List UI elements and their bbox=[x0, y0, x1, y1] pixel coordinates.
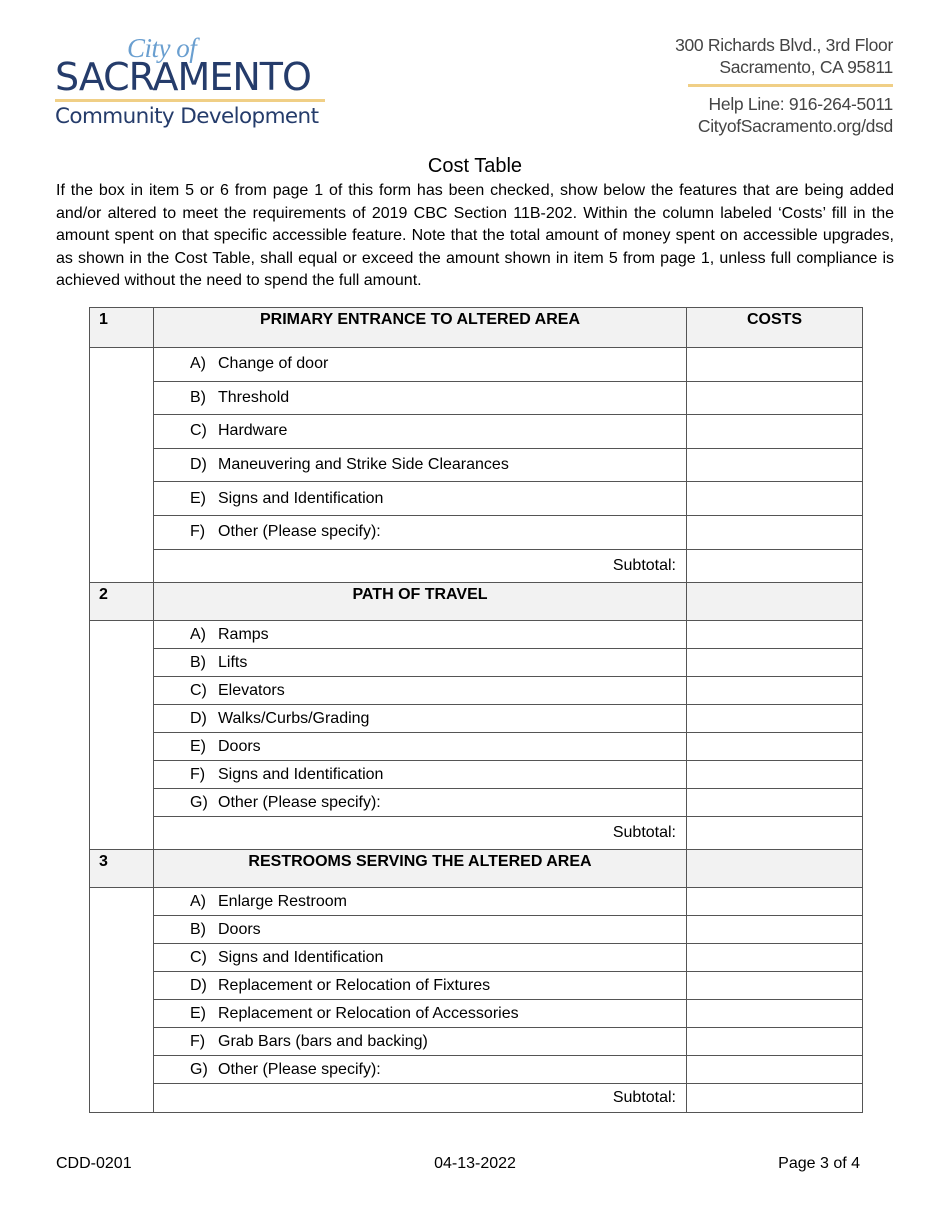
item-text: Replacement or Relocation of Accessories bbox=[218, 1004, 519, 1022]
logo-city-of: City of bbox=[127, 33, 197, 63]
subtotal-label: Subtotal: bbox=[154, 1084, 687, 1113]
item-letter: D) bbox=[190, 709, 207, 727]
logo-city-name: SACRAMENTO bbox=[55, 55, 311, 99]
subtotal-label: Subtotal: bbox=[154, 549, 687, 583]
item-text: Maneuvering and Strike Side Clearances bbox=[218, 456, 509, 474]
cost-input-cell[interactable] bbox=[687, 972, 863, 1000]
item-label bbox=[154, 1056, 687, 1084]
item-letter: E) bbox=[190, 1004, 206, 1022]
section-number: 3 bbox=[90, 850, 154, 888]
item-text: Hardware bbox=[218, 422, 288, 440]
page-title: Cost Table bbox=[427, 155, 523, 177]
item-label bbox=[154, 415, 687, 449]
item-row bbox=[90, 705, 863, 733]
item-label bbox=[154, 944, 687, 972]
cost-input-cell[interactable] bbox=[687, 761, 863, 789]
form-date: 04-13-2022 bbox=[434, 1155, 516, 1172]
item-letter: D) bbox=[190, 456, 207, 474]
contact-divider bbox=[688, 84, 893, 87]
subtotal-row bbox=[90, 817, 863, 850]
item-label bbox=[154, 789, 687, 817]
item-text: Doors bbox=[218, 737, 261, 755]
item-text: Threshold bbox=[218, 388, 290, 406]
item-row bbox=[90, 916, 863, 944]
item-row bbox=[90, 789, 863, 817]
item-letter: B) bbox=[190, 920, 206, 938]
item-label bbox=[154, 381, 687, 415]
section-header-row bbox=[90, 308, 863, 348]
item-letter: C) bbox=[190, 948, 207, 966]
item-row bbox=[90, 1000, 863, 1028]
cost-input-cell[interactable] bbox=[687, 789, 863, 817]
item-text: Signs and Identification bbox=[218, 948, 384, 966]
item-letter: A) bbox=[190, 355, 206, 373]
item-letter: C) bbox=[190, 681, 207, 699]
item-text: Enlarge Restroom bbox=[218, 892, 347, 910]
page-number: Page 3 of 4 bbox=[778, 1155, 860, 1172]
item-text: Other (Please specify): bbox=[218, 793, 381, 811]
cost-input-cell[interactable] bbox=[687, 448, 863, 482]
subtotal-input-cell[interactable] bbox=[687, 549, 863, 583]
item-row bbox=[90, 482, 863, 516]
item-letter: G) bbox=[190, 793, 208, 811]
item-row bbox=[90, 621, 863, 649]
item-text: Signs and Identification bbox=[218, 489, 384, 507]
item-row bbox=[90, 381, 863, 415]
item-text: Grab Bars (bars and backing) bbox=[218, 1032, 428, 1050]
item-label bbox=[154, 916, 687, 944]
item-label bbox=[154, 677, 687, 705]
cost-input-cell[interactable] bbox=[687, 944, 863, 972]
item-letter: F) bbox=[190, 765, 206, 783]
item-label bbox=[154, 515, 687, 549]
item-row bbox=[90, 972, 863, 1000]
cost-input-cell[interactable] bbox=[687, 649, 863, 677]
section-header-row bbox=[90, 583, 863, 621]
cost-input-cell[interactable] bbox=[687, 1028, 863, 1056]
item-label bbox=[154, 348, 687, 382]
costs-header bbox=[687, 583, 863, 621]
cost-table bbox=[89, 307, 863, 1113]
item-row bbox=[90, 1056, 863, 1084]
item-text: Change of door bbox=[218, 355, 329, 373]
cost-input-cell[interactable] bbox=[687, 677, 863, 705]
cost-input-cell[interactable] bbox=[687, 515, 863, 549]
section-number: 1 bbox=[90, 308, 154, 348]
item-letter: F) bbox=[190, 523, 206, 541]
cost-input-cell[interactable] bbox=[687, 415, 863, 449]
item-letter: C) bbox=[190, 422, 207, 440]
subtotal-input-cell[interactable] bbox=[687, 1084, 863, 1113]
item-letter: E) bbox=[190, 489, 206, 507]
item-text: Doors bbox=[218, 920, 261, 938]
item-text: Ramps bbox=[218, 625, 269, 643]
item-letter: A) bbox=[190, 892, 206, 910]
item-row bbox=[90, 733, 863, 761]
subtotal-label: Subtotal: bbox=[154, 817, 687, 850]
section-number-spacer bbox=[90, 888, 154, 1113]
item-letter: D) bbox=[190, 976, 207, 994]
item-letter: F) bbox=[190, 1032, 206, 1050]
address-line2: Sacramento, CA 95811 bbox=[719, 57, 893, 77]
item-row bbox=[90, 415, 863, 449]
item-letter: E) bbox=[190, 737, 206, 755]
address-line1: 300 Richards Blvd., 3rd Floor bbox=[675, 35, 893, 55]
item-label bbox=[154, 448, 687, 482]
cost-input-cell[interactable] bbox=[687, 621, 863, 649]
costs-header: COSTS bbox=[687, 308, 863, 348]
contact-block bbox=[675, 34, 893, 137]
item-row bbox=[90, 888, 863, 916]
cost-input-cell[interactable] bbox=[687, 705, 863, 733]
item-label bbox=[154, 888, 687, 916]
item-label bbox=[154, 733, 687, 761]
cost-input-cell[interactable] bbox=[687, 1000, 863, 1028]
item-text: Replacement or Relocation of Fixtures bbox=[218, 976, 491, 994]
section-header-row bbox=[90, 850, 863, 888]
cost-input-cell[interactable] bbox=[687, 1056, 863, 1084]
subtotal-row bbox=[90, 549, 863, 583]
item-text: Lifts bbox=[218, 653, 248, 671]
item-text: Signs and Identification bbox=[218, 765, 384, 783]
section-title: RESTROOMS SERVING THE ALTERED AREA bbox=[154, 850, 687, 888]
subtotal-input-cell[interactable] bbox=[687, 817, 863, 850]
item-row bbox=[90, 761, 863, 789]
item-text: Other (Please specify): bbox=[218, 1060, 381, 1078]
help-line: Help Line: 916-264-5011 bbox=[708, 94, 893, 114]
item-letter: G) bbox=[190, 1060, 208, 1078]
subtotal-row bbox=[90, 1084, 863, 1113]
item-row bbox=[90, 1028, 863, 1056]
item-letter: A) bbox=[190, 625, 206, 643]
item-text: Other (Please specify): bbox=[218, 523, 381, 541]
item-row bbox=[90, 677, 863, 705]
item-label bbox=[154, 972, 687, 1000]
item-label bbox=[154, 1028, 687, 1056]
cost-input-cell[interactable] bbox=[687, 733, 863, 761]
form-id: CDD-0201 bbox=[56, 1155, 132, 1172]
item-text: Elevators bbox=[218, 681, 285, 699]
logo-divider bbox=[55, 99, 325, 102]
item-label bbox=[154, 649, 687, 677]
item-text: Walks/Curbs/Grading bbox=[218, 709, 370, 727]
cost-input-cell[interactable] bbox=[687, 916, 863, 944]
item-label bbox=[154, 761, 687, 789]
website: CityofSacramento.org/dsd bbox=[697, 116, 893, 136]
item-letter: B) bbox=[190, 388, 206, 406]
section-number-spacer bbox=[90, 621, 154, 850]
section-number: 2 bbox=[90, 583, 154, 621]
cost-input-cell[interactable] bbox=[687, 482, 863, 516]
cost-input-cell[interactable] bbox=[687, 348, 863, 382]
section-number-spacer bbox=[90, 348, 154, 583]
item-label bbox=[154, 482, 687, 516]
cost-input-cell[interactable] bbox=[687, 381, 863, 415]
item-label bbox=[154, 621, 687, 649]
section-title: PATH OF TRAVEL bbox=[154, 583, 687, 621]
section-title: PRIMARY ENTRANCE TO ALTERED AREA bbox=[154, 308, 687, 348]
item-row bbox=[90, 348, 863, 382]
cost-input-cell[interactable] bbox=[687, 888, 863, 916]
item-label bbox=[154, 1000, 687, 1028]
item-label bbox=[154, 705, 687, 733]
item-letter: B) bbox=[190, 653, 206, 671]
logo-department: Community Development bbox=[55, 104, 319, 129]
costs-header bbox=[687, 850, 863, 888]
intro-paragraph: If the box in item 5 or 6 from page 1 of this form has been checked, show below the features that are being added and/or altered to meet the requirements of 2019 CBC Section 11B-202. Within the column labeled ‘Costs’ fill in the amount spent on that specific accessible feature. Note that the total amount of money spent on accessible upgrades, as shown in the Cost Table, shall equal or exceed the amount shown in item 5 from page 1, unless full compliance is achieved without the need to spend the full amount. bbox=[56, 182, 894, 290]
item-row bbox=[90, 944, 863, 972]
item-row bbox=[90, 515, 863, 549]
item-row bbox=[90, 448, 863, 482]
item-row bbox=[90, 649, 863, 677]
